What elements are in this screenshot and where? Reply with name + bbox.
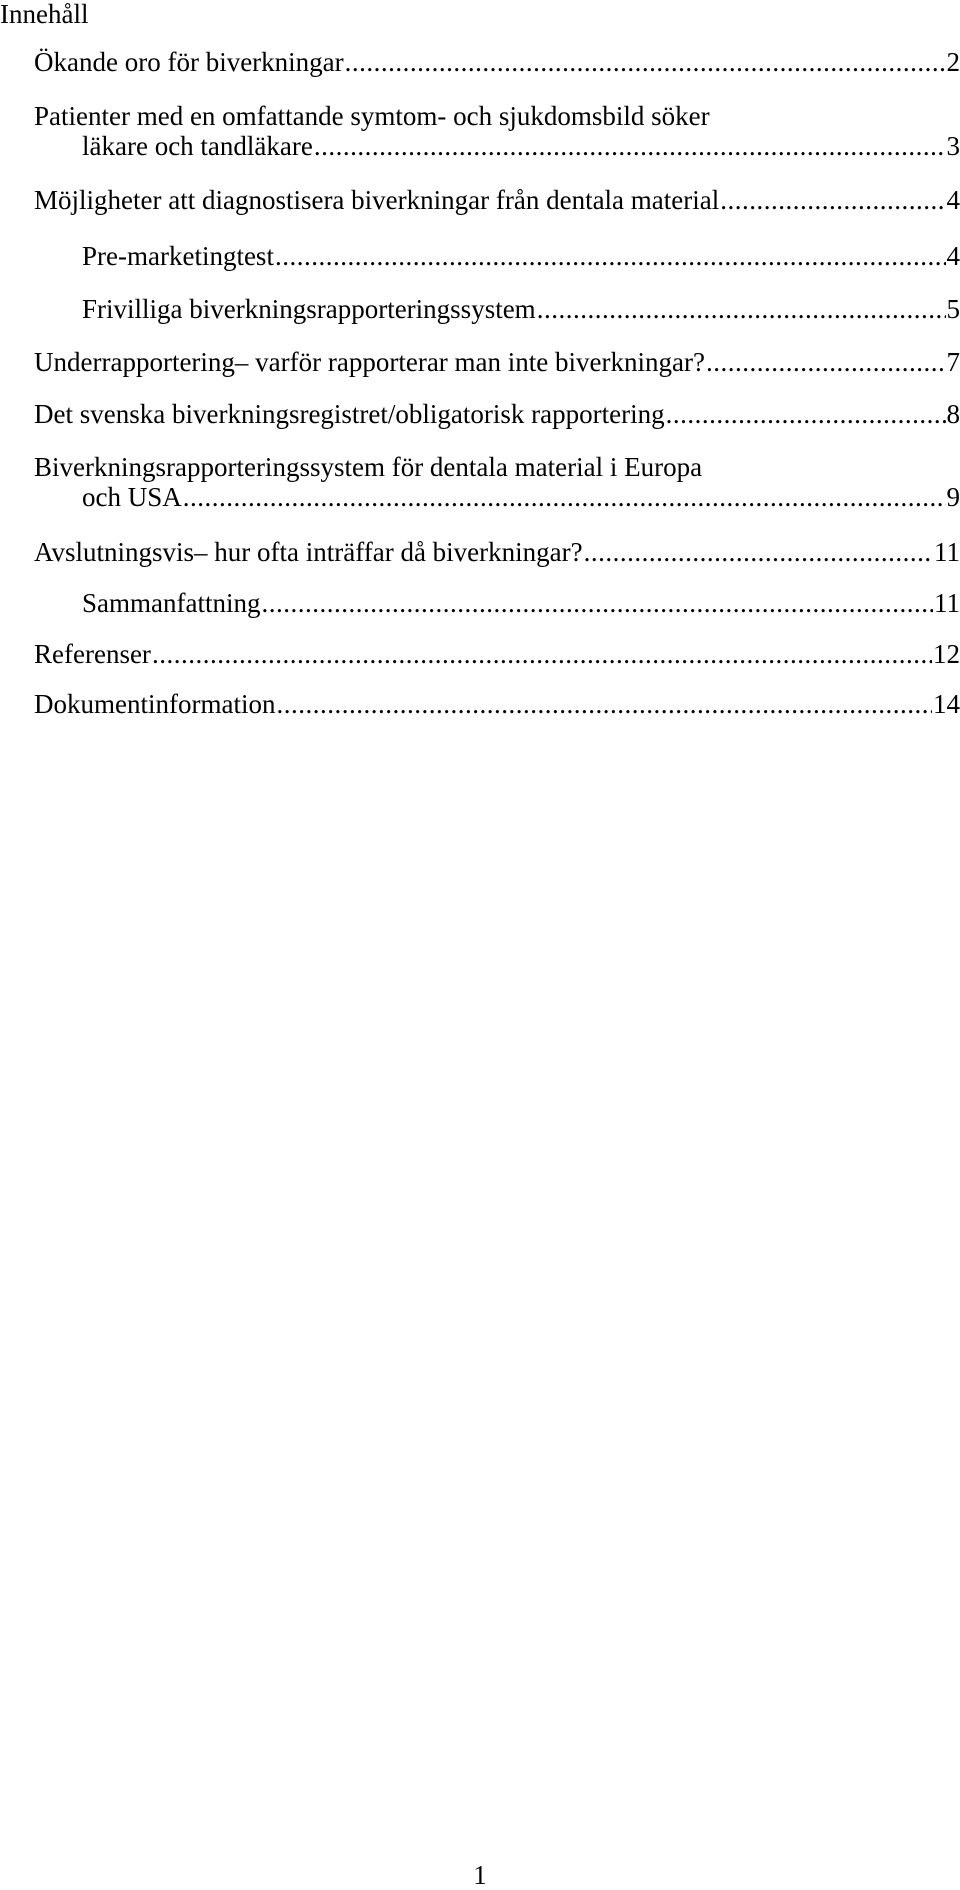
toc-entry-page: 2: [946, 47, 960, 77]
toc-entry-title-line1: Biverkningsrapporteringssystem för dentala material i Europa: [34, 452, 703, 482]
toc-dot-leader: [584, 536, 933, 568]
toc-dot-leader: [345, 46, 946, 78]
toc-entry-page: 7: [946, 347, 960, 377]
toc-dot-leader: [537, 293, 946, 325]
toc-entry-page: 4: [946, 185, 960, 215]
toc-entry-title-line1: Patienter med en omfattande symtom- och sjukdomsbild söker: [34, 101, 710, 131]
toc-dot-leader: [152, 638, 932, 670]
toc-entry-dokumentinformation[interactable]: [34, 688, 960, 720]
toc-entry-patienter[interactable]: [34, 100, 960, 162]
toc-entry-pre-marketingtest[interactable]: [82, 240, 960, 272]
page-number: 1: [473, 1860, 487, 1890]
toc-dot-leader: [314, 130, 946, 162]
toc-entry-page: 14: [933, 689, 960, 719]
toc-dot-leader: [666, 398, 946, 430]
toc-entry-avslutningsvis[interactable]: [34, 536, 960, 568]
toc-entry-title: Det svenska biverkningsregistret/obligatorisk rapportering: [34, 399, 665, 429]
toc-dot-leader: [275, 240, 946, 272]
toc-entry-europa-usa[interactable]: [34, 451, 960, 513]
toc-entry-referenser[interactable]: [34, 638, 960, 670]
toc-entry-title: Möjligheter att diagnostisera biverkningar från dentala material: [34, 185, 720, 215]
toc-entry-page: 4: [946, 241, 960, 271]
toc-entry-title: Sammanfattning: [82, 588, 261, 618]
toc-entry-page: 11: [934, 588, 960, 618]
table-of-contents: [0, 0, 960, 800]
toc-entry-mojligheter[interactable]: [34, 184, 960, 216]
toc-dot-leader: [261, 587, 933, 619]
toc-entry-underrapportering[interactable]: [34, 346, 960, 378]
toc-entry-title: Underrapportering– varför rapporterar man inte biverkningar?: [34, 347, 705, 377]
toc-entry-page: 11: [934, 537, 960, 567]
toc-entry-page: 8: [946, 399, 960, 429]
toc-entry-frivilliga[interactable]: [82, 293, 960, 325]
toc-heading: Innehåll: [0, 0, 89, 29]
toc-entry-title: Dokumentinformation: [34, 689, 276, 719]
toc-dot-leader: [706, 346, 946, 378]
toc-entry-page: 9: [946, 482, 960, 512]
toc-entry-title: Ökande oro för biverkningar: [34, 47, 344, 77]
toc-dot-leader: [720, 184, 945, 216]
toc-entry-title: Referenser: [34, 639, 151, 669]
toc-entry-title: Pre-marketingtest: [82, 241, 274, 271]
toc-dot-leader: [183, 481, 946, 513]
toc-entry-page: 12: [933, 639, 960, 669]
toc-entry-page: 5: [946, 294, 960, 324]
toc-entry-title: Avslutningsvis– hur ofta inträffar då biverkningar?: [34, 537, 583, 567]
toc-entry-page: 3: [946, 131, 960, 161]
toc-entry-svenska-registret[interactable]: [34, 398, 960, 430]
toc-entry-sammanfattning[interactable]: [82, 587, 960, 619]
toc-entry-title: och USA: [82, 482, 182, 512]
toc-entry-okande-oro[interactable]: [34, 46, 960, 78]
toc-dot-leader: [276, 688, 932, 720]
toc-entry-title: Frivilliga biverkningsrapporteringssystem: [82, 294, 536, 324]
toc-entry-title: läkare och tandläkare: [82, 131, 313, 161]
